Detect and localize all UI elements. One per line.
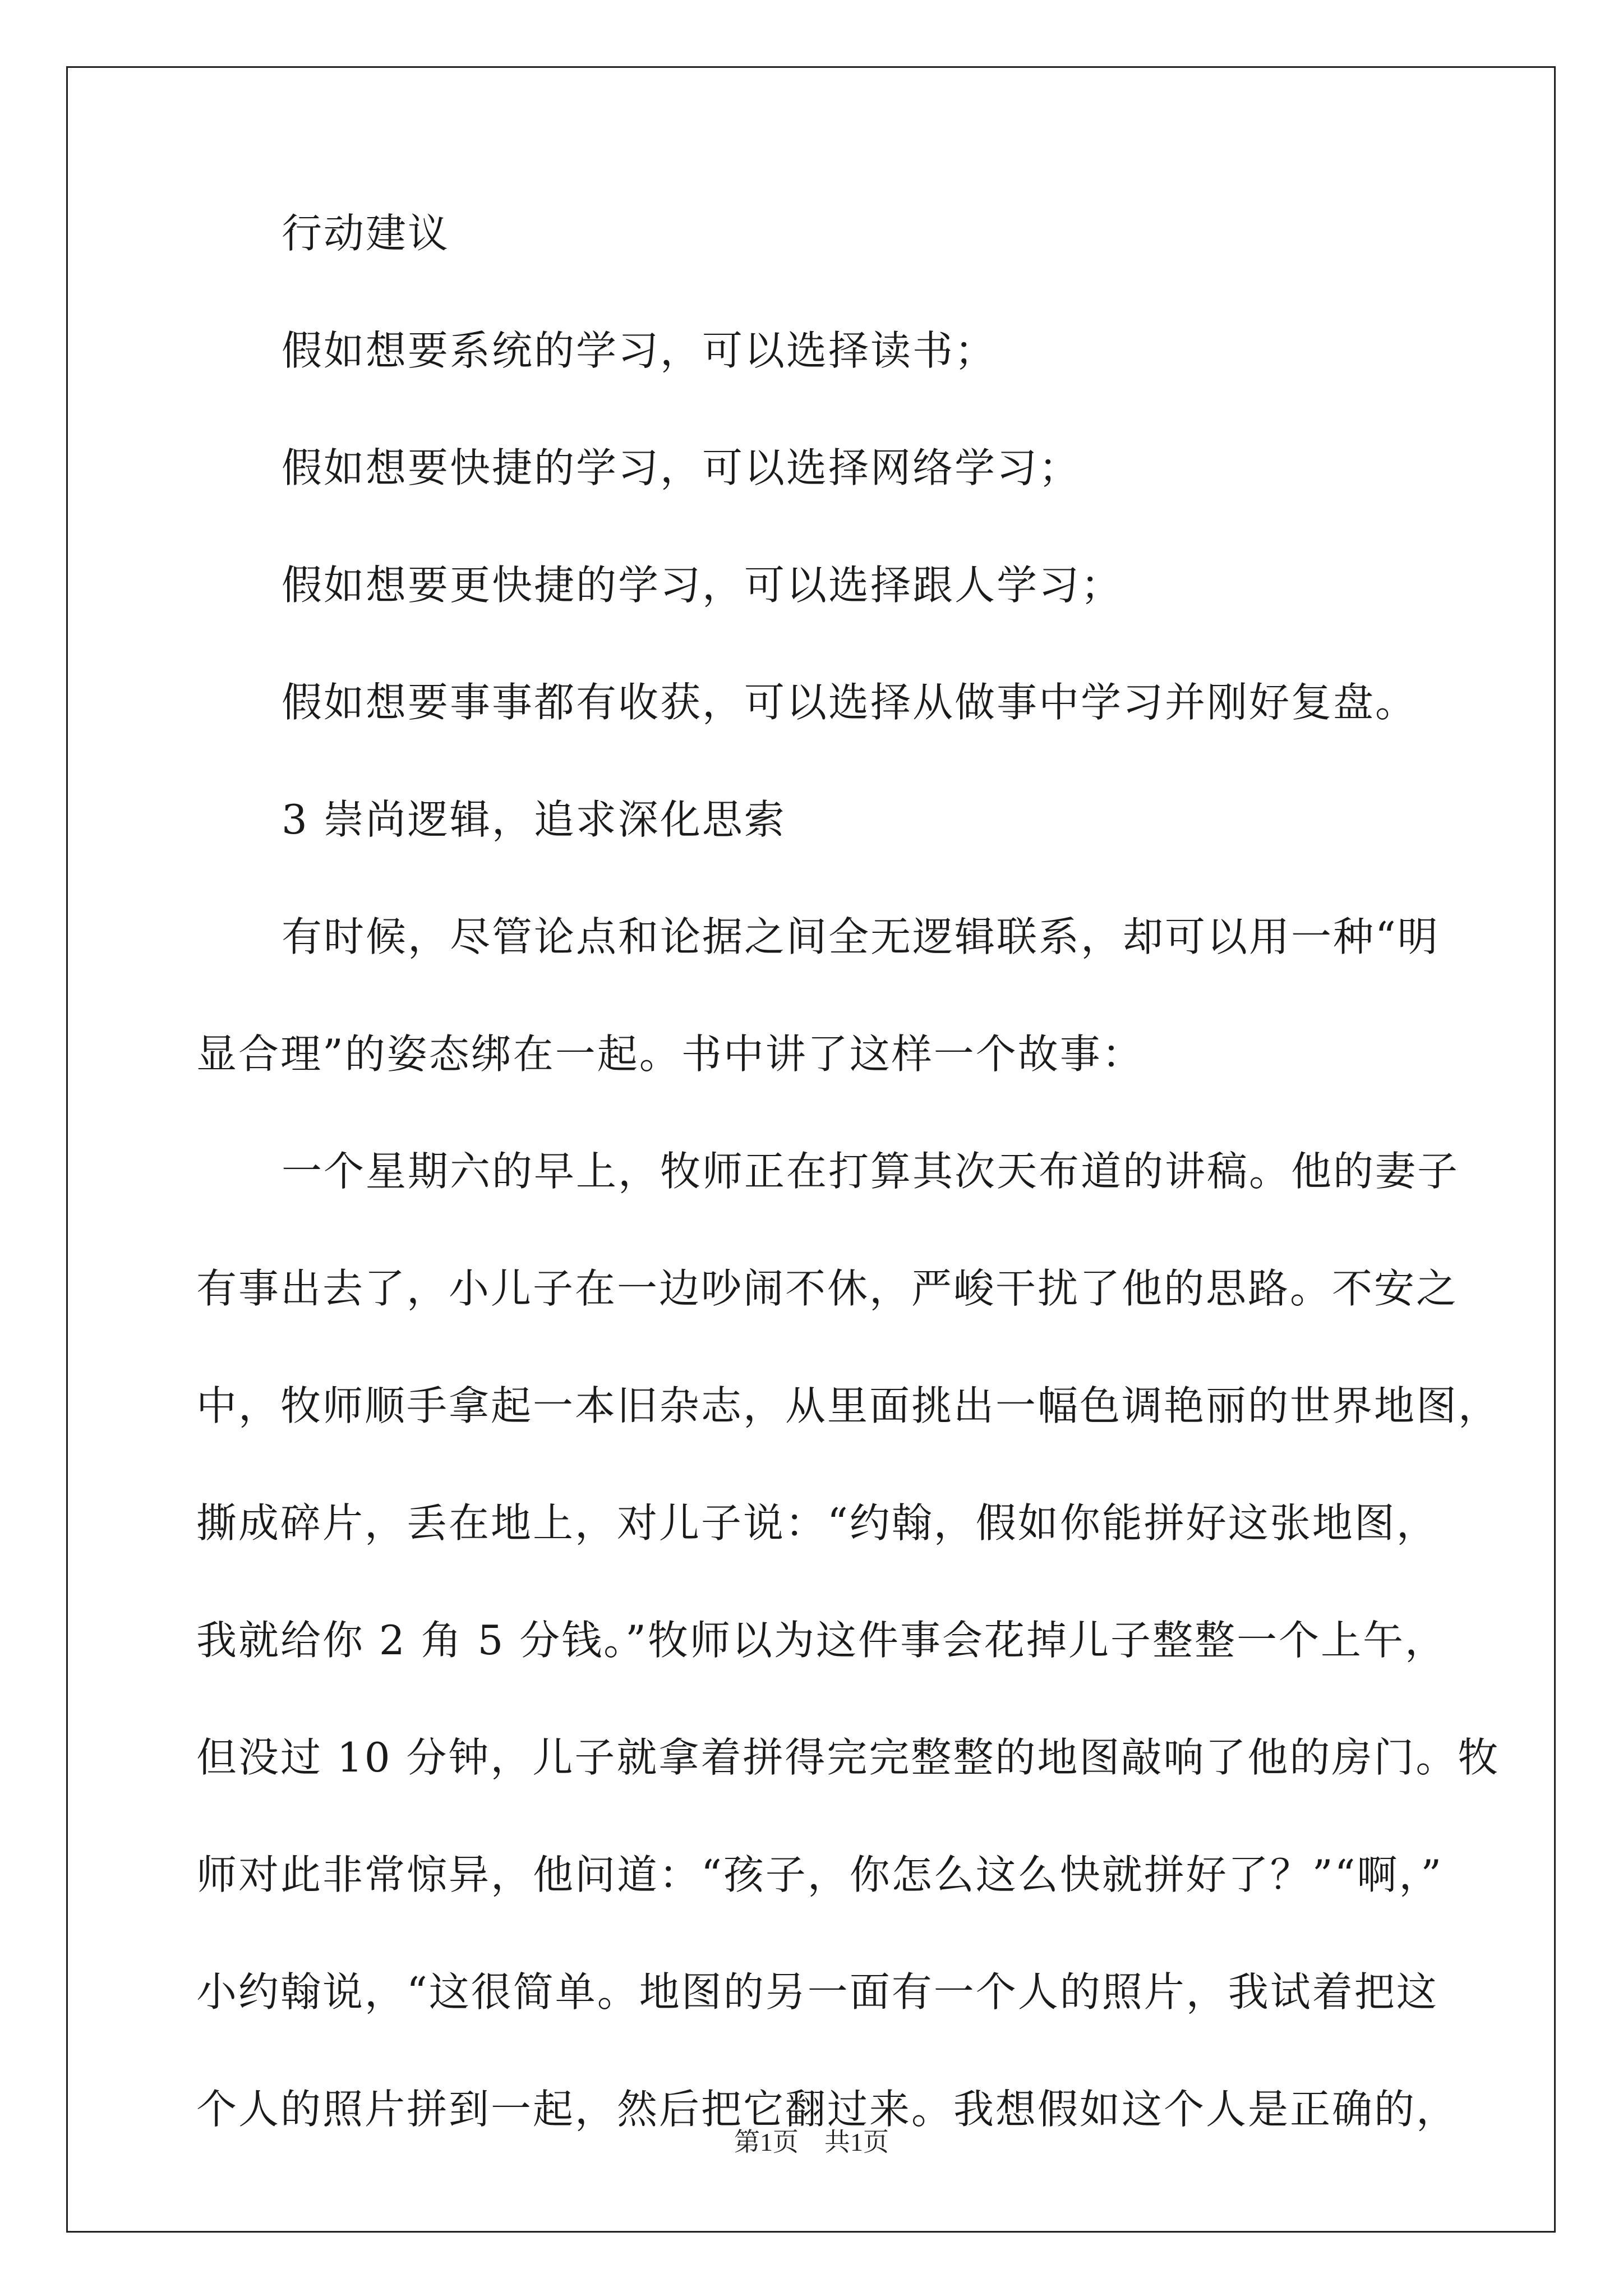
text-line: 有时候，尽管论点和论据之间全无逻辑联系，却可以用一种“明	[282, 913, 1440, 960]
text-line: 假如想要事事都有收获，可以选择从做事中学习并刚好复盘。	[282, 679, 1418, 726]
text-line: 撕成碎片，丢在地上，对儿子说：“约翰，假如你能拼好这张地图，	[196, 1499, 1438, 1547]
text-line: 但没过 10 分钟，儿子就拿着拼得完完整整的地图敲响了他的房门。牧	[196, 1734, 1500, 1781]
text-line: 我就给你 2 角 5 分钱。”牧师以为这件事会花掉儿子整整一个上午，	[196, 1617, 1447, 1664]
text-line: 中，牧师顺手拿起一本旧杂志，从里面挑出一幅色调艳丽的世界地图，	[196, 1382, 1501, 1429]
text-line: 有事出去了，小儿子在一边吵闹不休，严峻干扰了他的思路。不安之	[196, 1265, 1459, 1312]
document-body	[196, 210, 1501, 2133]
text-line: 一个星期六的早上，牧师正在打算其次天布道的讲稿。他的妻子	[282, 1148, 1460, 1195]
text-line: 师对此非常惊异，他问道：“孩子，你怎么这么快就拼好了？”“啊，”	[196, 1851, 1444, 1898]
page-footer: 第1页 共1页	[734, 2128, 889, 2156]
text-line: 行动建议	[282, 210, 450, 257]
text-line: 个人的照片拼到一起，然后把它翻过来。我想假如这个人是正确的，	[196, 2086, 1459, 2133]
section-heading: 3 崇尚逻辑，追求深化思索	[282, 796, 786, 843]
text-line: 假如想要更快捷的学习，可以选择跟人学习；	[282, 562, 1123, 609]
text-line: 假如想要快捷的学习，可以选择网络学习；	[282, 444, 1081, 491]
text-line: 假如想要系统的学习，可以选择读书；	[282, 327, 997, 374]
text-line: 显合理”的姿态绑在一起。书中讲了这样一个故事：	[196, 1030, 1144, 1078]
text-line: 小约翰说，“这很简单。地图的另一面有一个人的照片，我试着把这	[196, 1968, 1438, 2016]
